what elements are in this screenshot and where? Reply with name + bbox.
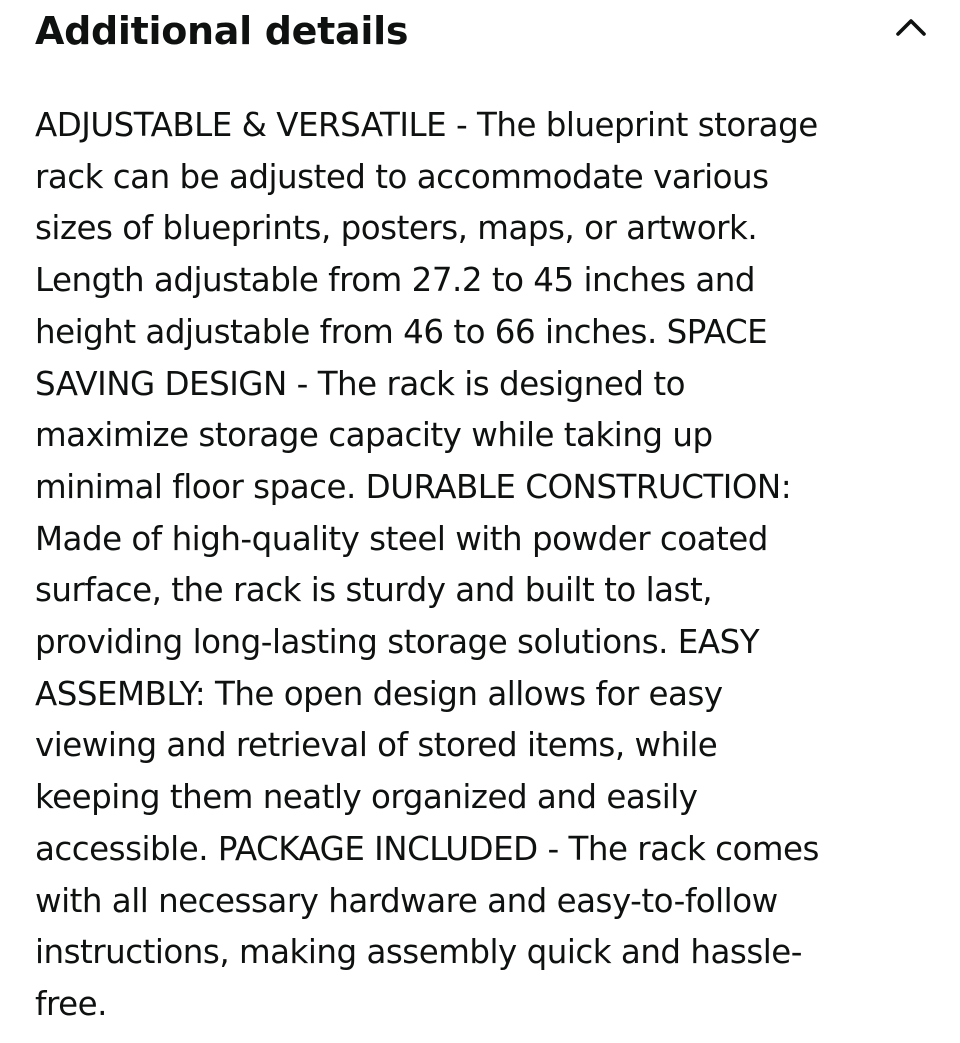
description-line: ADJUSTABLE & VERSATILE - The blueprint storage: [35, 106, 818, 144]
description-line: minimal floor space. DURABLE CONSTRUCTION:: [35, 467, 792, 506]
description-line: Made of high-quality steel with powder coated: [35, 519, 768, 558]
description-line: accessible. PACKAGE INCLUDED - The rack comes: [35, 829, 819, 868]
description-line: keeping them neatly organized and easily: [35, 778, 698, 817]
description-line: surface, the rack is sturdy and built to last,: [35, 571, 713, 610]
chevron-up-icon[interactable]: [892, 8, 930, 42]
description-line: ASSEMBLY: The open design allows for easy: [35, 674, 723, 713]
description-line: height adjustable from 46 to 66 inches. SPACE: [35, 312, 768, 351]
description-line: viewing and retrieval of stored items, while: [35, 726, 718, 765]
description-line: maximize storage capacity while taking up: [35, 416, 713, 455]
section-title: Additional details: [35, 9, 409, 53]
description-line: sizes of blueprints, posters, maps, or artwork.: [35, 209, 758, 248]
description-line: rack can be adjusted to accommodate various: [35, 157, 769, 196]
description-line: SAVING DESIGN - The rack is designed to: [35, 364, 685, 403]
section-header-toggle[interactable]: [0, 0, 960, 64]
product-description: [35, 100, 935, 1031]
description-line: Length adjustable from 27.2 to 45 inches and: [35, 261, 755, 300]
description-line: with all necessary hardware and easy-to-follow: [35, 881, 778, 920]
description-line: free.: [35, 984, 107, 1023]
description-line: instructions, making assembly quick and hassle-: [35, 933, 803, 972]
description-line: providing long-lasting storage solutions. EASY: [35, 623, 760, 662]
